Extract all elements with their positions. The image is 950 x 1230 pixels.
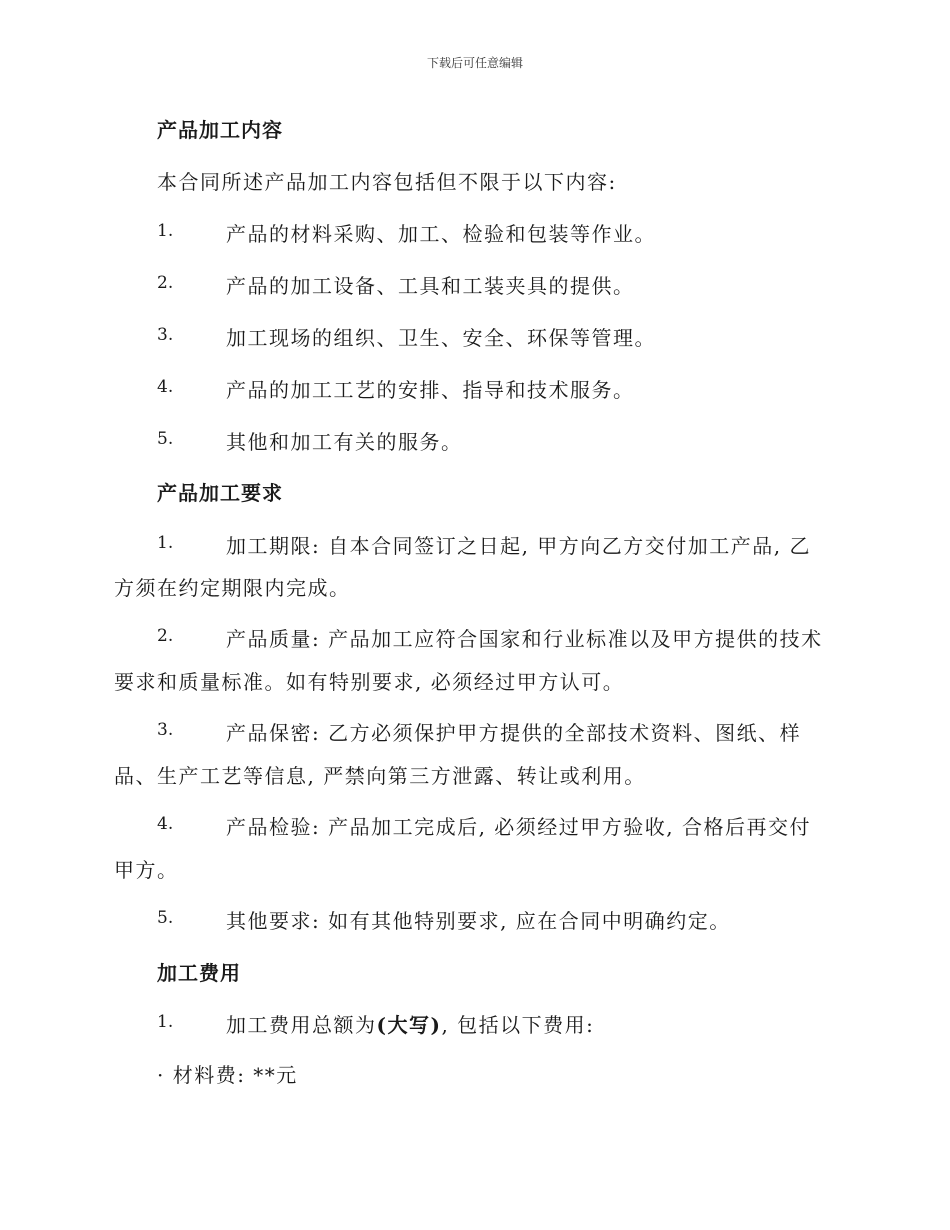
list-item-text: 产品检验: 产品加工完成后, 必须经过甲方验收, 合格后再交付 [226,815,812,839]
section-title-processing-requirements: 产品加工要求 [157,481,283,505]
list-item-text: 加工期限: 自本合同签订之日起, 甲方向乙方交付加工产品, 乙 [226,534,812,558]
list-item-number: 4. [157,814,174,834]
list-item-number: 1. [157,1012,174,1032]
page-header: 下载后可任意编辑 [426,56,523,70]
list-item-text: 其他要求: 如有其他特别要求, 应在合同中明确约定。 [226,909,731,933]
fee-total-suffix: , 包括以下费用: [441,1013,595,1037]
list-item-continuation: 要求和质量标准。如有特别要求, 必须经过甲方认可。 [114,670,625,694]
list-item-text: 产品的加工设备、工具和工装夹具的提供。 [226,274,635,298]
fee-total-prefix: 加工费用总额为 [226,1013,377,1037]
fee-total-line [226,1009,594,1038]
list-item-continuation: 甲方。 [114,858,179,882]
fee-bullet-material: · 材料费: **元 [157,1063,298,1087]
list-item-number: 2. [157,273,174,293]
list-item-number: 1. [157,533,174,553]
list-item-number: 5. [157,429,174,449]
list-item-text: 产品的加工工艺的安排、指导和技术服务。 [226,378,635,402]
list-item-text: 产品的材料采购、加工、检验和包装等作业。 [226,222,656,246]
list-item-continuation: 方须在约定期限内完成。 [114,576,351,600]
section-title-processing-content: 产品加工内容 [157,118,283,142]
list-item-text: 产品保密: 乙方必须保护甲方提供的全部技术资料、图纸、样 [226,721,802,745]
list-item-number: 1. [157,221,174,241]
list-item-continuation: 品、生产工艺等信息, 严禁向第三方泄露、转让或利用。 [114,764,646,788]
list-item-number: 2. [157,626,174,646]
section-title-processing-fees: 加工费用 [157,961,241,985]
list-item-number: 3. [157,720,174,740]
list-item-text: 加工现场的组织、卫生、安全、环保等管理。 [226,326,656,350]
list-item-number: 5. [157,908,174,928]
list-item-number: 3. [157,325,174,345]
fee-total-amount-placeholder: (大写) [376,1013,442,1037]
section-intro: 本合同所述产品加工内容包括但不限于以下内容: [157,170,617,194]
list-item-text: 其他和加工有关的服务。 [226,430,463,454]
list-item-text: 产品质量: 产品加工应符合国家和行业标准以及甲方提供的技术 [226,627,823,651]
list-item-number: 4. [157,377,174,397]
